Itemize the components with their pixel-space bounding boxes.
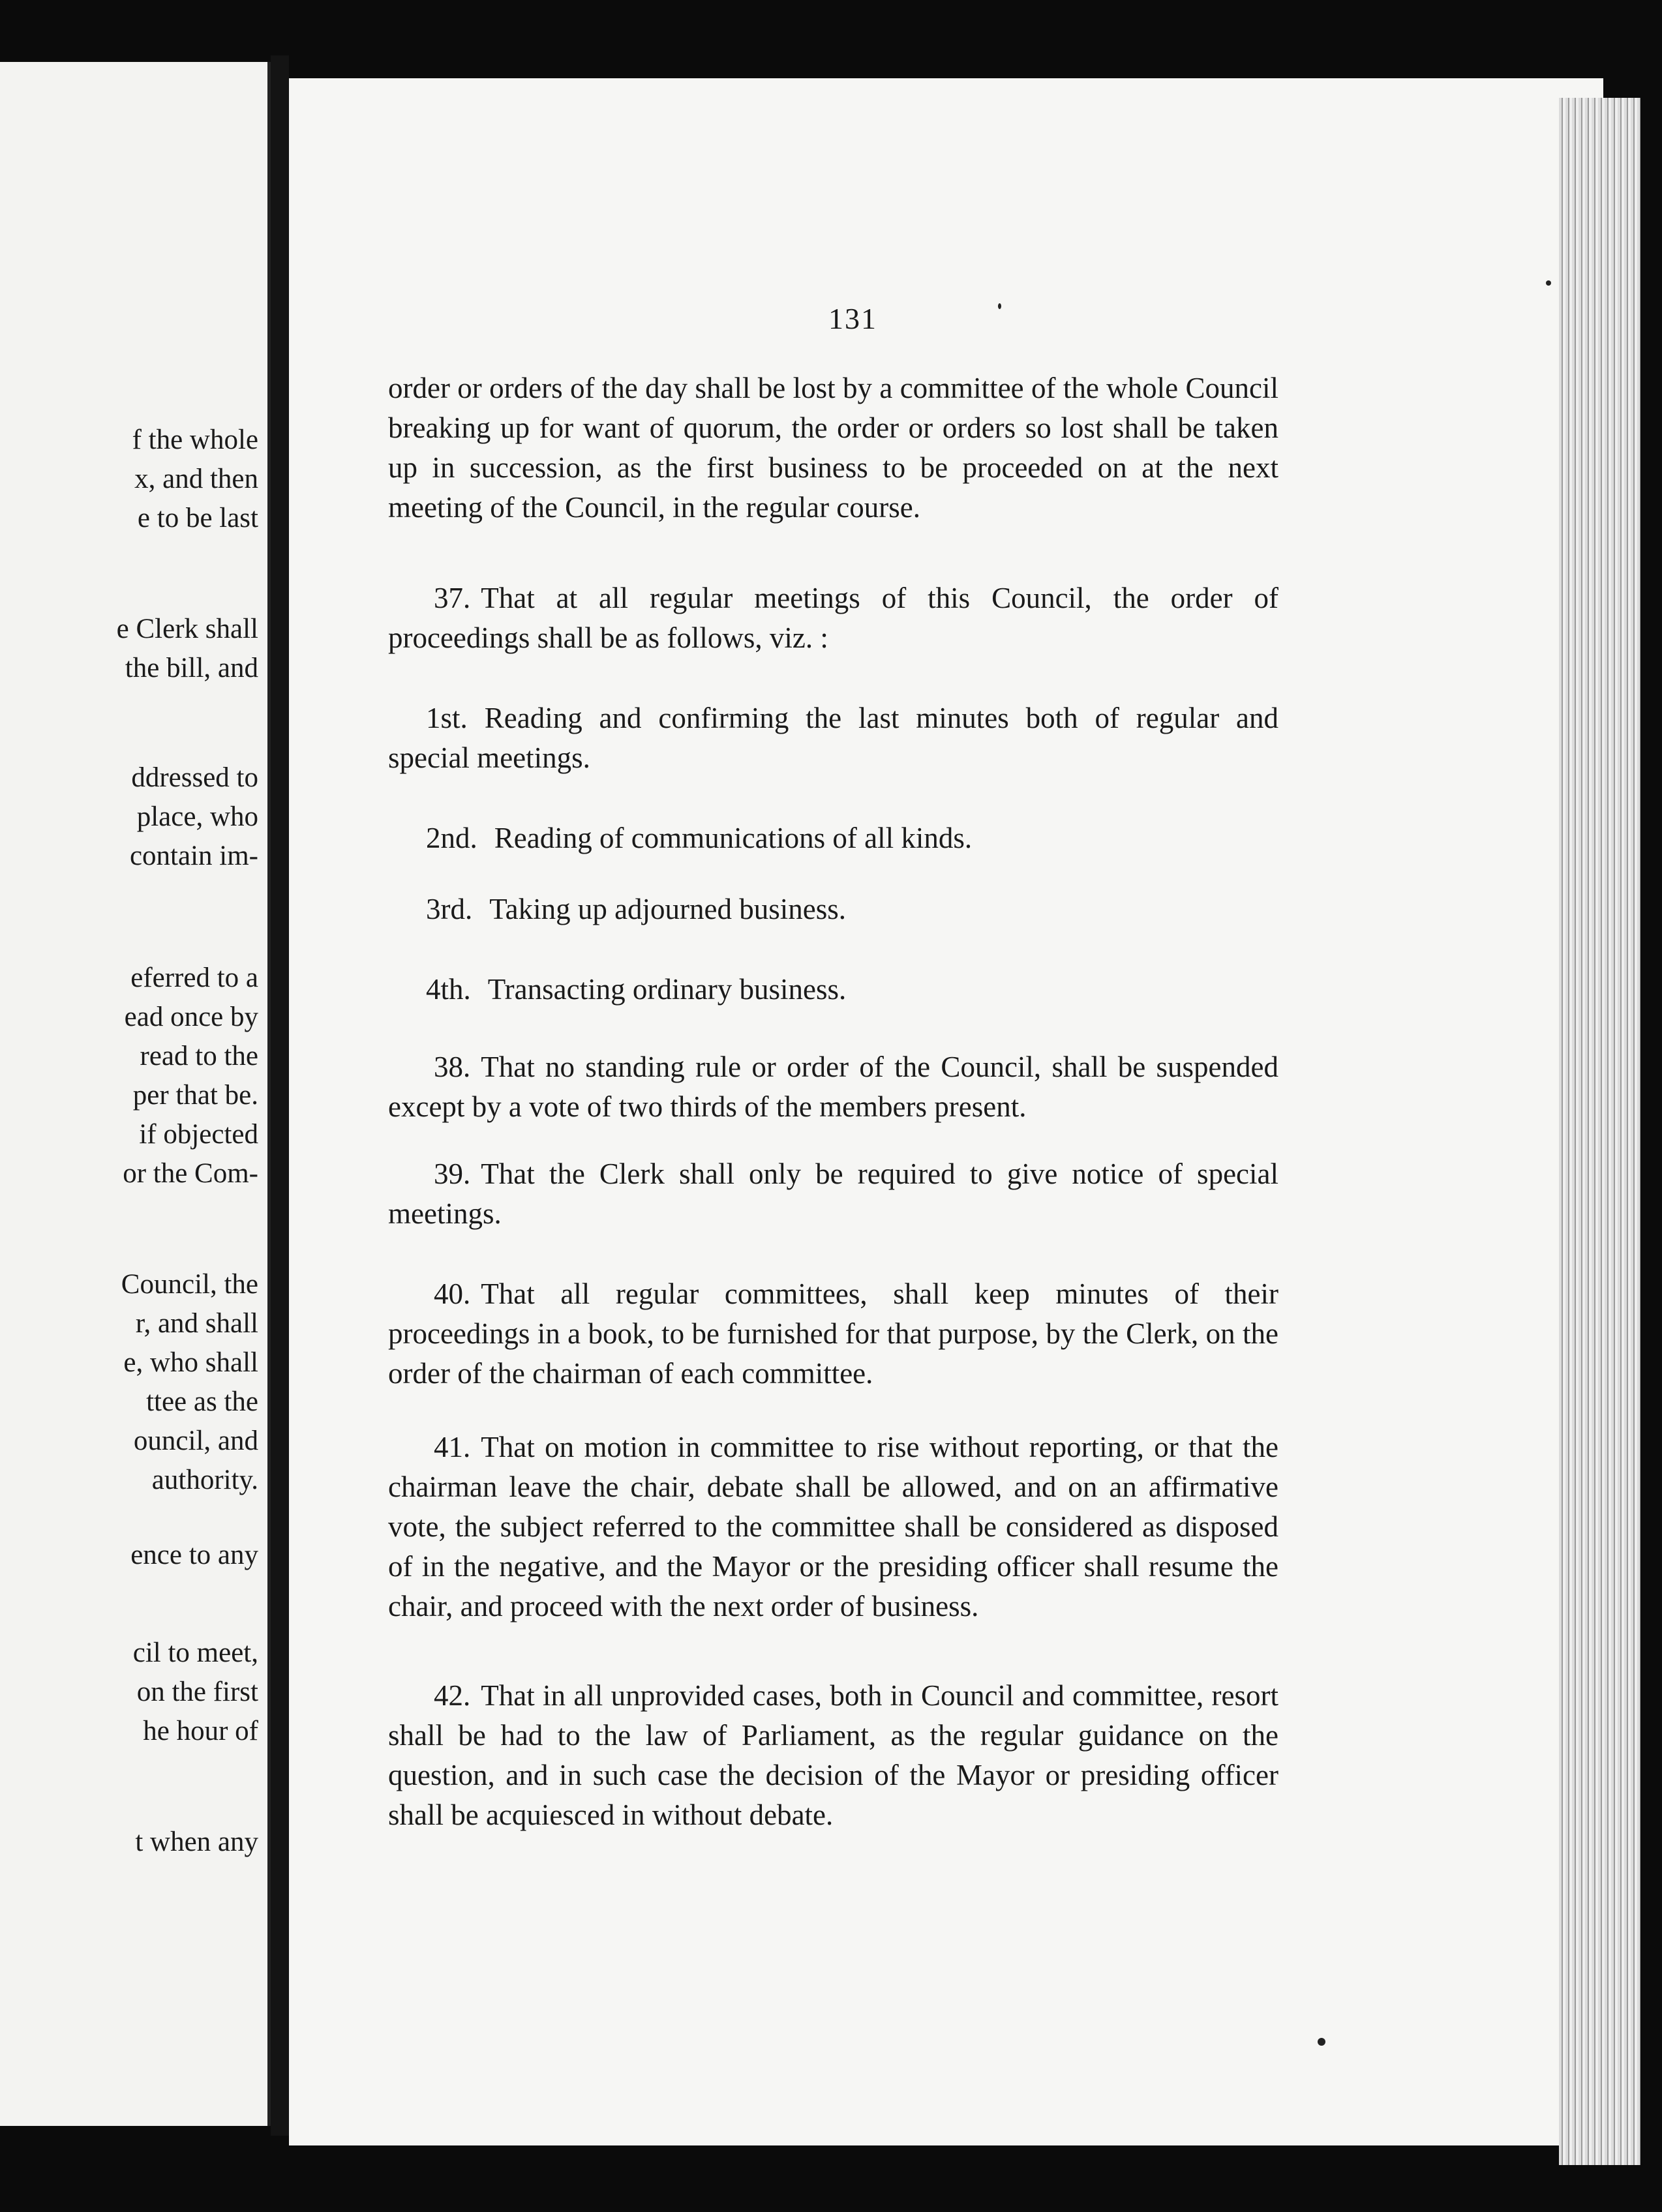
dust-speck [1546,280,1551,286]
left-page-line: ttee as the [146,1386,258,1417]
left-page-line: place, who [136,801,258,832]
left-page-line: ouncil, and [133,1426,258,1456]
order-item-number: 1st. [426,702,468,734]
left-page-line: e Clerk shall [116,614,258,644]
order-item-text: Reading of communications of all kinds. [494,822,973,854]
rule-40 [388,1274,1278,1394]
left-page-line: x, and then [134,464,258,494]
left-page-line: authority. [151,1465,258,1495]
rule-text: That no standing rule or order of the Council, shall be suspended except by a vote of two thirds of the members present. [388,1051,1278,1123]
order-item-text: Reading and confirming the last minutes both of regular and special meetings. [388,702,1278,774]
left-page [0,62,271,2126]
left-page-line: ence to any [130,1540,258,1570]
order-item [388,698,1278,778]
page-edges [1559,98,1640,2165]
order-item-number: 3rd. [426,893,473,925]
order-item [388,818,1278,858]
left-page-line: eferred to a [130,963,258,993]
rule-text: That at all regular meetings of this Council, the order of proceedings shall be as follows, viz. : [388,582,1278,654]
paragraph-continuation [388,368,1278,528]
rule-number: 42. [434,1679,471,1712]
left-page-line: contain im- [129,841,258,871]
book-gutter [271,55,289,2136]
left-page-line: per that be. [132,1080,258,1111]
page-number: 131 [828,302,877,335]
rule-text: That in all unprovided cases, both in Council and committee, resort shall be had to the law of Parliament, as the regular guidance on the question, and in such case the decision of the Mayor or presiding officer shall be acquiesced in without debate. [388,1679,1278,1831]
rule-text: That the Clerk shall only be required to give notice of special meetings. [388,1158,1278,1230]
order-item [388,889,1278,929]
rule-38 [388,1047,1278,1127]
rule-number: 40. [434,1278,471,1310]
order-item-number: 4th. [426,973,471,1006]
rule-39 [388,1154,1278,1234]
rule-text: That on motion in committee to rise without reporting, or that the chairman leave the chair, debate shall be allowed, and on an affirmative vote, the subject referred to the committee shall be considered as disposed of in the negative, and the Mayor or the presiding officer shall resume the chair, and proceed with the next order of business. [388,1431,1278,1622]
left-page-line: e to be last [137,503,258,533]
order-item-text: Transacting ordinary business. [487,973,847,1006]
left-page-line: if objected [139,1119,258,1150]
rule-text: That all regular committees, shall keep minutes of their proceedings in a book, to be furnished for that purpose, by the Clerk, on the order of the chairman of each committee. [388,1278,1278,1390]
left-page-line: e, who shall [123,1347,258,1378]
paragraph-text: order or orders of the day shall be lost by a committee of the whole Council breaking up for want of quorum, the order or orders so lost shall be taken up in succession, as the first business to be proceeded on at the next meeting of the Council, in the regular course. [388,372,1278,524]
left-page-line: t when any [135,1827,258,1857]
left-page-line: r, and shall [135,1308,258,1339]
left-page-line: cil to meet, [132,1637,258,1668]
order-item-text: Taking up adjourned business. [489,893,847,925]
left-page-line: ead once by [124,1002,258,1032]
page-body [388,368,1278,1862]
left-page-line: the bill, and [125,653,258,683]
rule-42 [388,1676,1278,1835]
dust-speck [998,303,1001,309]
rule-number: 37. [434,582,471,614]
order-item [388,970,1278,1009]
left-page-line: he hour of [143,1716,258,1746]
rule-number: 38. [434,1051,471,1083]
left-page-line: f the whole [132,425,258,455]
left-page-line: or the Com- [123,1158,258,1189]
rule-number: 39. [434,1158,471,1190]
left-page-line: read to the [140,1041,258,1071]
rule-37 [388,578,1278,658]
order-item-number: 2nd. [426,822,477,854]
rule-number: 41. [434,1431,471,1463]
left-page-line: ddressed to [131,762,258,793]
rule-41 [388,1427,1278,1626]
left-page-line: Council, the [121,1269,258,1300]
left-page-line: on the first [136,1677,258,1707]
dust-speck [1318,2038,1325,2046]
